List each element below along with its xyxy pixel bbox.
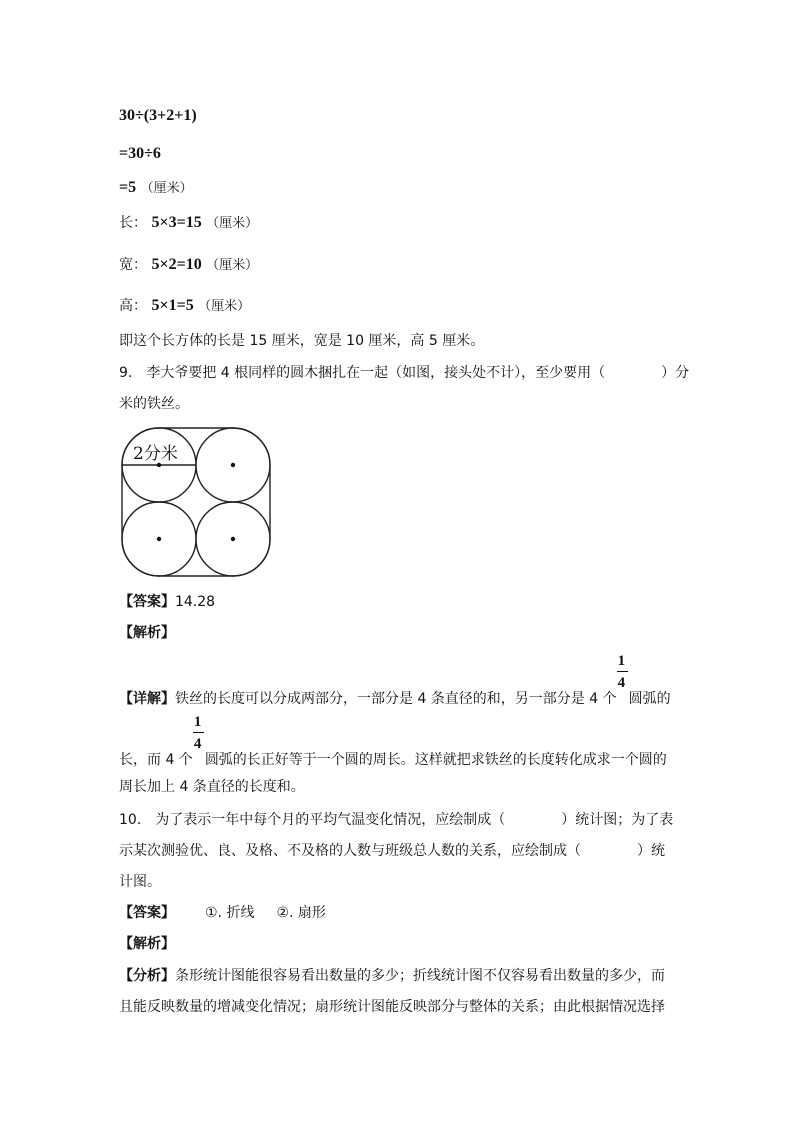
height-label: 高： [119, 298, 147, 314]
width-unit: （厘米） [206, 258, 259, 273]
q10-text-line-1: 10. 为了表示一年中每个月的平均气温变化情况，应绘制成（ ）统计图；为了表 [119, 812, 674, 828]
q10-answer-1: ①. 折线 [205, 905, 255, 921]
diameter-label: 2分米 [133, 444, 178, 464]
center-dot [231, 463, 235, 467]
calc-line-3-math: =5 [119, 179, 137, 196]
q10-fenxi-line-2: 且能反映数量的增减变化情况；扇形统计图能反映部分与整体的关系；由此根据情况选择 [119, 999, 665, 1015]
fraction-quarter [617, 653, 629, 703]
fraction-quarter [193, 714, 205, 764]
q9-detail-text-a2: 圆弧的 [628, 691, 671, 707]
length-line [119, 213, 258, 234]
q10-analysis-tag: 【解析】 [119, 936, 175, 952]
q10-fenxi-text-a: 条形统计图能很容易看出数量的多少；折线统计图不仅容易看出数量的多少，而 [175, 968, 665, 984]
q9-answer-value: 14.28 [175, 594, 216, 610]
height-unit: （厘米） [198, 299, 251, 314]
q9-detail-text-b0: 长，而 4 个 [119, 752, 193, 768]
q9-detail-text-b1: 圆弧的长正好等于一个圆的周长。这样就把求铁丝的长度转化成求一个圆的 [204, 752, 667, 768]
fraction-bar [617, 671, 628, 672]
width-math: 5×2=10 [151, 256, 202, 273]
q10-fenxi-line-1 [119, 966, 665, 986]
conclusion-text: 即这个长方体的长是 15 厘米，宽是 10 厘米，高 5 厘米。 [119, 333, 485, 349]
q10-text-line-2: 示某次测验优、良、及格、不及格的人数与班级总人数的关系，应绘制成（ ）统 [119, 843, 665, 859]
q10-answer-tag: 【答案】 [119, 905, 175, 921]
q10-fenxi-tag: 【分析】 [119, 968, 175, 984]
four-logs-figure [118, 424, 274, 580]
fraction-denominator: 4 [617, 675, 626, 691]
q9-detail-line-2 [119, 714, 667, 770]
q9-detail-line-1 [119, 653, 671, 709]
q9-detail-line-3: 周长加上 4 条直径的长度和。 [119, 779, 305, 795]
q9-text-line-1: 9. 李大爷要把 4 根同样的圆木捆扎在一起（如图，接头处不计），至少要用（ ）分 [119, 365, 690, 381]
height-math: 5×1=5 [151, 297, 194, 314]
width-label: 宽： [119, 257, 147, 273]
q10-text-line-3: 计图。 [119, 874, 161, 890]
q10-answer-line [119, 903, 326, 923]
calc-line-3-unit: （厘米） [140, 181, 193, 196]
q9-text-line-2: 米的铁丝。 [119, 396, 189, 412]
length-math: 5×3=15 [151, 214, 202, 231]
q10-answer-2: ②. 扇形 [276, 905, 326, 921]
q9-answer-tag: 【答案】 [119, 594, 175, 610]
calc-line-2: =30÷6 [119, 145, 161, 162]
fraction-bar [193, 732, 204, 733]
calc-line-1: 30÷(3+2+1) [119, 107, 197, 124]
fraction-numerator: 1 [193, 714, 202, 730]
length-unit: （厘米） [206, 216, 259, 231]
center-dot [157, 537, 161, 541]
width-line [119, 255, 258, 276]
calc-line-3 [119, 178, 193, 199]
q9-answer-line [119, 592, 215, 612]
q9-detail-tag: 【详解】 [119, 691, 175, 707]
height-line [119, 296, 250, 317]
fraction-denominator: 4 [193, 736, 202, 752]
length-label: 长： [119, 215, 147, 231]
q9-detail-text-a1: 铁丝的长度可以分成两部分，一部分是 4 条直径的和，另一部分是 4 个 [175, 691, 617, 707]
fraction-numerator: 1 [617, 653, 626, 669]
q9-analysis-tag: 【解析】 [119, 625, 175, 641]
center-dot [231, 537, 235, 541]
